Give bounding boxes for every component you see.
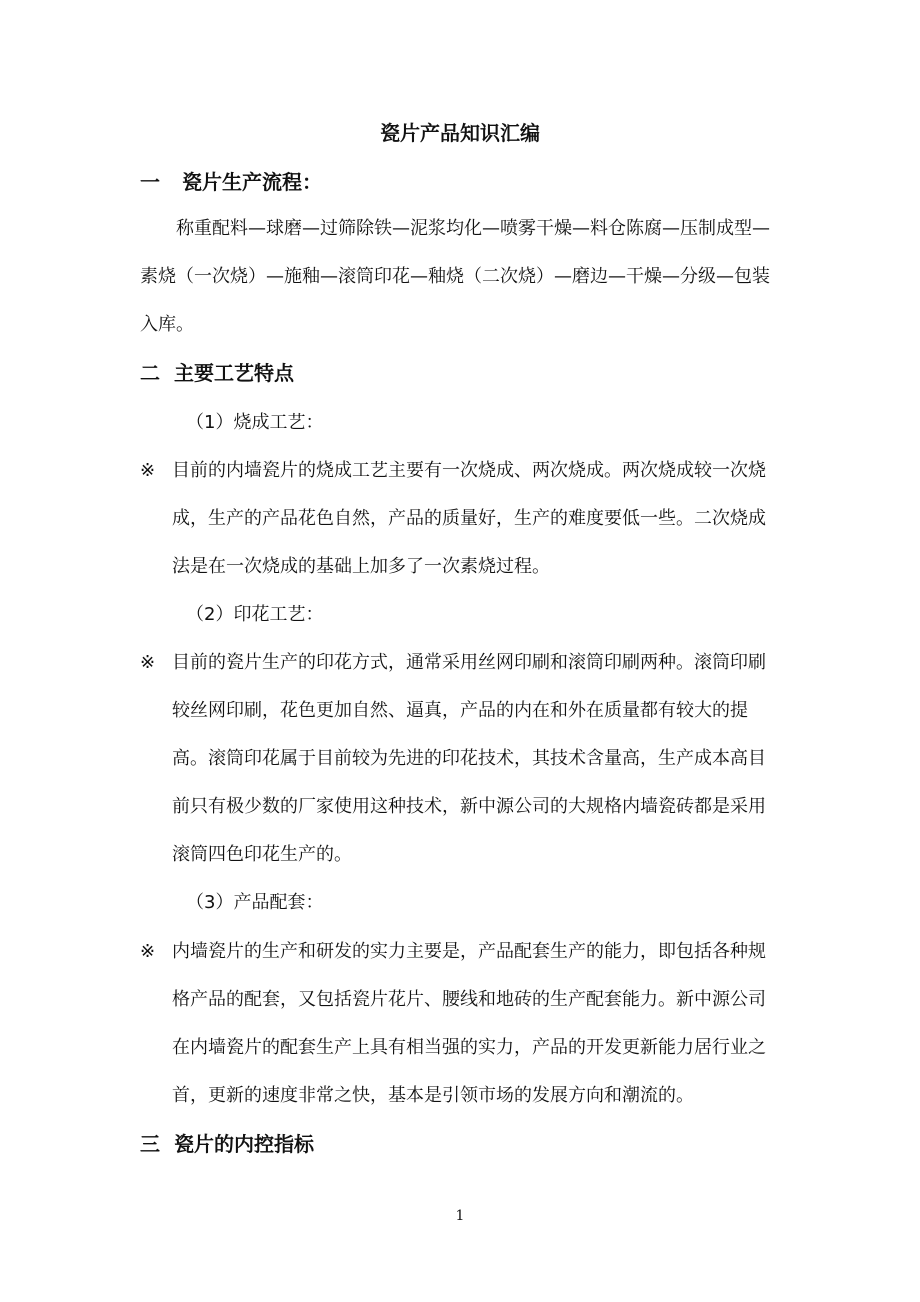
bullet-firing-process xyxy=(140,447,782,591)
bullet-product-matching xyxy=(140,928,782,1120)
bullet-text: 内墙瓷片的生产和研发的实力主要是，产品配套生产的能力，即包括各种规格产品的配套，又包括瓷片花片、腰线和地砖的生产配套能力。新中源公司在内墙瓷片的配套生产上具有相当强的实力，产品的开发更新能力居行业之首，更新的速度非常之快，基本是引领市场的发展方向和潮流的。 xyxy=(172,941,766,1106)
section-number: 三 xyxy=(140,1132,160,1156)
section-title: 主要工艺特点 xyxy=(174,361,294,385)
section-title: 瓷片生产流程： xyxy=(182,170,322,194)
subheading-product-matching: （3）产品配套： xyxy=(186,892,324,913)
reference-mark-icon: ※ xyxy=(140,652,156,673)
bullet-text: 目前的瓷片生产的印花方式，通常采用丝网印刷和滚筒印刷两种。滚筒印刷较丝网印刷，花色更加自然、逼真，产品的内在和外在质量都有较大的提高。滚筒印花属于目前较为先进的印花技术，其技术含量高，生产成本高目前只有极少数的厂家使用这种技术，新中源公司的大规格内墙瓷砖都是采用滚筒四色印花生产的。 xyxy=(172,652,766,865)
bullet-printing-process xyxy=(140,639,782,879)
section-number: 二 xyxy=(140,361,160,385)
section-number: 一 xyxy=(140,170,160,194)
page-number: 1 xyxy=(455,1208,465,1224)
production-process-paragraph xyxy=(140,205,780,349)
section-heading-process-features xyxy=(140,358,294,388)
bullet-text: 目前的内墙瓷片的烧成工艺主要有一次烧成、两次烧成。两次烧成较一次烧成，生产的产品花色自然，产品的质量好，生产的难度要低一些。二次烧成法是在一次烧成的基础上加多了一次素烧过程。 xyxy=(172,460,766,577)
reference-mark-icon: ※ xyxy=(140,941,156,962)
reference-mark-icon: ※ xyxy=(140,460,156,481)
section-heading-production-process xyxy=(140,167,322,197)
document-title: 瓷片产品知识汇编 xyxy=(380,121,540,145)
section-title: 瓷片的内控指标 xyxy=(174,1132,314,1156)
section-heading-control-indicators xyxy=(140,1129,314,1159)
subheading-firing-process: （1）烧成工艺： xyxy=(186,412,324,433)
subheading-printing-process: （2）印花工艺： xyxy=(186,604,324,625)
paragraph-text: 称重配料—球磨—过筛除铁—泥浆均化—喷雾干燥—料仓陈腐—压制成型—素烧（一次烧）—施釉—滚筒印花—釉烧（二次烧）—磨边—干燥—分级—包装入库。 xyxy=(140,218,770,335)
